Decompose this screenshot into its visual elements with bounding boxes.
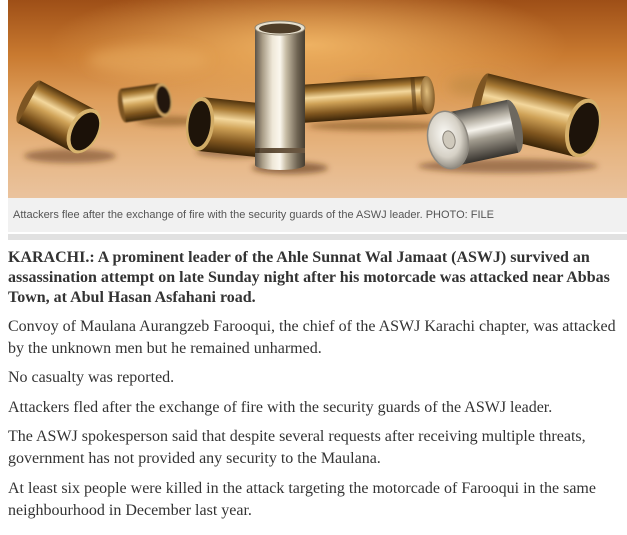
bullet-casing-standing (255, 21, 305, 170)
article-paragraph: Convoy of Maulana Aurangzeb Farooqui, the chief of the ASWJ Karachi chapter, was attacked by the unknown men but he remained unharmed. (8, 317, 616, 357)
article-photo (8, 0, 627, 198)
casing-groove (255, 148, 305, 153)
photo-caption-box (8, 198, 627, 232)
caption-divider (8, 234, 627, 240)
article-body (8, 248, 627, 529)
article-paragraph: Attackers fled after the exchange of fire with the security guards of the ASWJ leader. (8, 398, 553, 416)
casing-body (255, 28, 305, 148)
bullet-casing (183, 96, 264, 158)
article-paragraph: At least six people were killed in the attack targeting the motorcade of Farooqui in the same neighbourhood in December last year. (8, 479, 596, 519)
casing-shadow (308, 121, 448, 131)
photo-caption: Attackers flee after the exchange of fire with the security guards of the ASWJ leader. PHOTO: FILE (13, 209, 494, 221)
casing-opening (259, 24, 301, 34)
article-lead: KARACHI.: A prominent leader of the Ahle Sunnat Wal Jamaat (ASWJ) survived an assassination attempt on late Sunday night after his motorcade was attacked near Abbas Town, at Abul Hasan Asfahani road. (8, 249, 610, 306)
article-paragraph: No casualty was reported. (8, 369, 175, 386)
blurred-casing (88, 46, 208, 74)
article-paragraph: The ASWJ spokesperson said that despite several requests after receiving multiple threats, government has not provided any security to the Maulana. (8, 428, 586, 467)
casing-bottom (255, 160, 305, 170)
casing-shadow (24, 149, 116, 163)
